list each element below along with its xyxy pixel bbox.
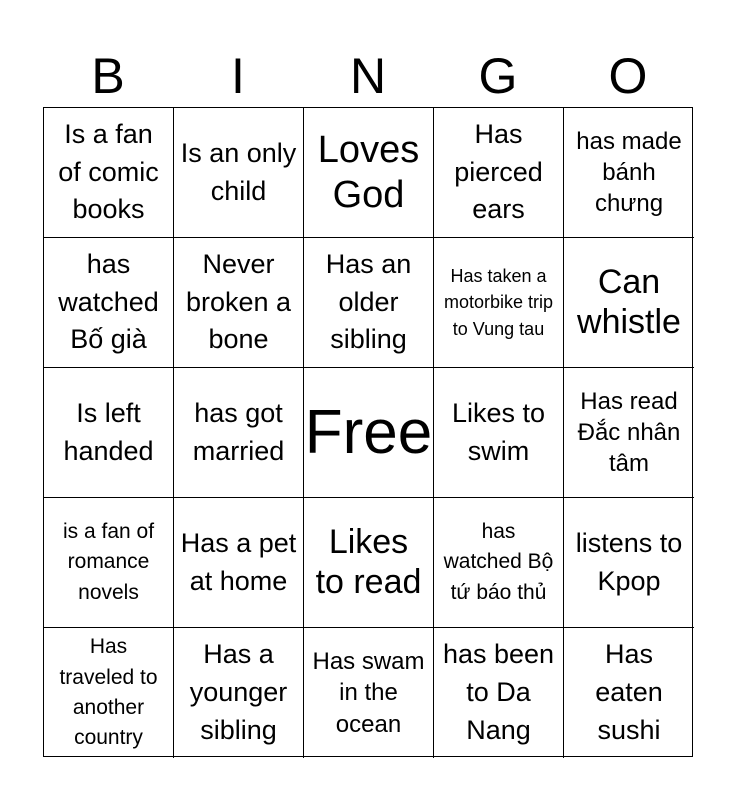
bingo-card-grid [43,107,693,757]
bingo-cell-text: Is left handed [63,397,154,466]
bingo-cell-text: has made bánh chưng [576,127,682,218]
bingo-cell-text: Likes to swim [451,397,546,466]
header-letter-n: N [349,48,387,104]
bingo-cell-text: Has a younger sibling [189,639,288,745]
bingo-cell-text: Likes to read [315,523,422,601]
bingo-cell-text: Is a fan of comic books [58,118,159,225]
bingo-cell-r1-c3[interactable] [304,108,434,238]
bingo-cell-r1-c1[interactable] [44,108,174,238]
bingo-cell-text: Can whistle [577,263,681,341]
bingo-cell-r2-c4[interactable] [434,238,564,368]
bingo-cell-text: Has read Đắc nhân tâm [577,387,681,478]
bingo-cell-text: Loves God [317,128,420,216]
bingo-cell-r5-c1[interactable] [44,628,174,758]
bingo-cell-r2-c2[interactable] [174,238,304,368]
bingo-cell-text: listens to Kpop [575,527,683,596]
free-space-label: Free [304,397,433,467]
bingo-cell-r3-c2[interactable] [174,368,304,498]
bingo-cell-text: Is an only child [180,137,297,206]
bingo-cell-r4-c3[interactable] [304,498,434,628]
bingo-cell-text: Has eaten sushi [595,639,663,745]
bingo-header [43,44,693,108]
header-letter-i: I [231,48,245,104]
bingo-cell-text: Has pierced ears [454,118,543,225]
bingo-cell-r4-c4[interactable] [434,498,564,628]
header-letter-o: O [608,48,648,104]
bingo-cell-text: Has swam in the ocean [312,648,425,738]
header-letter-b: B [91,48,125,104]
bingo-cell-text: has watched Bố già [58,248,159,355]
bingo-cell-text: Never broken a bone [185,248,292,355]
bingo-cell-r2-c5[interactable] [564,238,694,368]
bingo-cell-r3-c4[interactable] [434,368,564,498]
bingo-cell-text: Has an older sibling [325,248,412,355]
bingo-cell-text: has been to Da Nang [442,639,555,745]
bingo-cell-r4-c2[interactable] [174,498,304,628]
bingo-cell-r5-c4[interactable] [434,628,564,758]
bingo-cell-text: Has traveled to another country [59,635,158,750]
bingo-cell-r3-c5[interactable] [564,368,694,498]
bingo-cell-text: Has a pet at home [180,527,297,596]
bingo-cell-text: has watched Bộ tứ báo thủ [443,519,554,604]
bingo-cell-r2-c3[interactable] [304,238,434,368]
bingo-cell-r1-c5[interactable] [564,108,694,238]
bingo-cell-r1-c2[interactable] [174,108,304,238]
bingo-cell-r4-c5[interactable] [564,498,694,628]
bingo-cell-text: is a fan of romance novels [62,519,155,604]
bingo-cell-r5-c2[interactable] [174,628,304,758]
bingo-cell-text: Has taken a motorbike trip to Vung tau [443,266,554,339]
bingo-cell-r3-c1[interactable] [44,368,174,498]
bingo-cell-r4-c1[interactable] [44,498,174,628]
bingo-cell-r2-c1[interactable] [44,238,174,368]
header-letter-g: G [478,48,518,104]
bingo-cell-free-space[interactable] [304,368,434,498]
bingo-cell-r5-c3[interactable] [304,628,434,758]
bingo-cell-r1-c4[interactable] [434,108,564,238]
bingo-cell-text: has got married [192,397,285,466]
bingo-cell-r5-c5[interactable] [564,628,694,758]
